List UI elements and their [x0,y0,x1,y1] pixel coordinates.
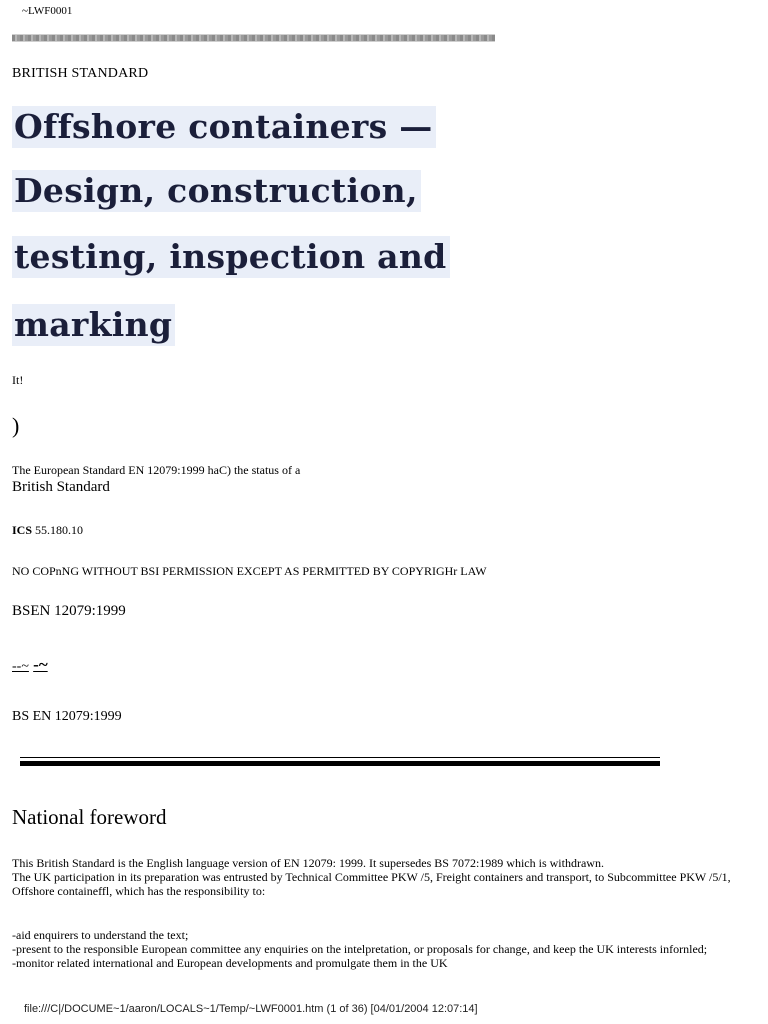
status-line-2: British Standard [12,479,110,495]
scan-mark [12,655,48,675]
status-line-1: The European Standard EN 12079:1999 haC) the status of a [12,463,301,477]
ics-label: ICS [12,523,33,537]
copyright-notice: NO COPnNG WITHOUT BSI PERMISSION EXCEPT AS PERMITTED BY COPYRIGHr LAW [12,564,487,578]
title-line-3: testing, inspection and [12,236,450,278]
list-item: -present to the responsible European committee any enquiries on the intelpretation, or proposals for change, and keep the UK interests infornled; [12,942,708,956]
stray-text-1: It! [12,373,24,387]
title-line-2: Design, construction, [12,170,421,212]
scan-mark-2: -~ [33,655,48,674]
standard-reference-2: BS EN 12079:1999 [12,709,122,724]
page-header-doc-id: ~LWF0001 [22,5,73,17]
paragraph-1: This British Standard is the English language version of EN 12079: 1999. It supersedes BS 7072:1989 which is withdrawn. [12,856,604,870]
scanned-rule [12,34,495,42]
divider-thick [20,761,660,766]
list-item: -monitor related international and European developments and promulgate them in the UK [12,956,448,970]
responsibility-list [12,928,752,970]
stray-text-2: ) [12,413,20,438]
page-footer-path: file:///C|/DOCUME~1/aaron/LOCALS~1/Temp/~LWF0001.htm (1 of 36) [04/01/2004 12:07:14] [24,1003,478,1015]
paragraph-2: The UK participation in its preparation was entrusted by Technical Committee PKW /5, Freight containers and transport, to Subcommittee PKW /5/1, Offshore containeffl, which has the responsibility to: [12,870,731,898]
list-item: -aid enquirers to understand the text; [12,928,189,942]
ics-code [12,523,83,538]
foreword-paragraphs [12,856,748,898]
ics-value: 55.180.10 [35,523,84,537]
divider-thin [20,757,660,758]
double-divider [20,757,660,766]
section-title: National foreword [12,805,167,829]
standard-reference-1: BSEN 12079:1999 [12,603,126,619]
status-statement [12,463,300,496]
scan-mark-1: --~ [12,659,29,674]
document-type: BRITISH STANDARD [12,66,149,81]
title-line-4: marking [12,304,175,346]
title-line-1: Offshore containers — [12,106,436,148]
